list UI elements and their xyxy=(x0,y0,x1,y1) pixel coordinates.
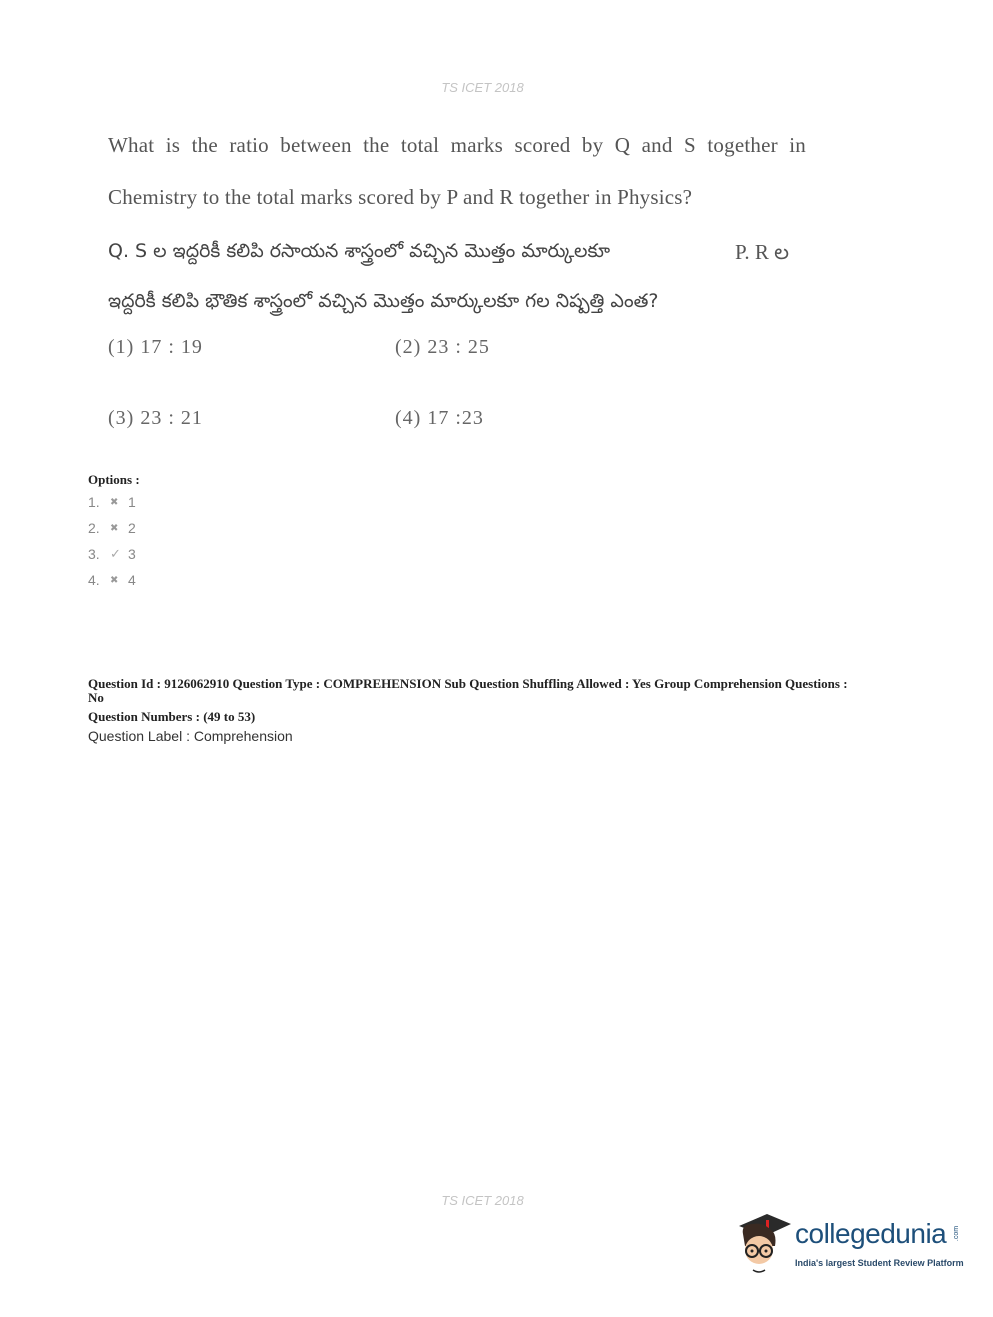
option-number: 1. xyxy=(88,494,100,510)
question-label: Question Label : Comprehension xyxy=(88,728,293,744)
logo-wordmark: collegedunia xyxy=(795,1218,947,1249)
option-number: 2. xyxy=(88,520,100,536)
wrong-mark-icon: ✖ xyxy=(110,522,119,534)
question-telugu-line-1-tail: P. R ల xyxy=(735,240,789,264)
options-title: Options : xyxy=(88,472,140,487)
logo-tagline: India's largest Student Review Platform xyxy=(795,1258,964,1268)
option-row xyxy=(88,572,136,588)
option-row xyxy=(88,494,136,510)
option-number: 4. xyxy=(88,572,100,588)
option-number: 3. xyxy=(88,546,100,562)
option-row xyxy=(88,520,136,536)
header-watermark: TS ICET 2018 xyxy=(441,80,524,95)
footer-watermark: TS ICET 2018 xyxy=(441,1193,524,1208)
choice-3: (3) 23 : 21 xyxy=(108,407,203,429)
collegedunia-logo xyxy=(733,1210,963,1280)
question-english-line-1: What is the ratio between the total marks scored by Q and S together in xyxy=(108,133,806,157)
logo-suffix: .com xyxy=(953,1225,961,1242)
option-value: 4 xyxy=(128,572,136,588)
question-numbers: Question Numbers : (49 to 53) xyxy=(88,709,256,724)
option-value: 3 xyxy=(128,546,136,562)
choice-4: (4) 17 :23 xyxy=(395,407,484,429)
check-mark-icon: ✓ xyxy=(110,546,121,561)
wrong-mark-icon: ✖ xyxy=(110,496,119,508)
question-meta: Question Id : 9126062910 Question Type : COMPREHENSION Sub Question Shuffling Allowed : Yes Group Comprehension Questions : No xyxy=(88,676,848,705)
question-telugu-line-1: Q. S ల ఇద్దరికీ కలిపి రసాయన శాస్త్రంలో వచ్చిన మొత్తం మార్కులకూ xyxy=(108,240,611,262)
question-telugu-line-2: ఇద్దరికీ కలిపి భౌతిక శాస్త్రంలో వచ్చిన మొత్తం మార్కులకూ గల నిష్పత్తి ఎంత? xyxy=(108,290,659,312)
mascot-icon xyxy=(733,1210,795,1280)
choice-1: (1) 17 : 19 xyxy=(108,336,203,358)
wrong-mark-icon: ✖ xyxy=(110,574,119,586)
option-value: 1 xyxy=(128,494,136,510)
question-english-line-2: Chemistry to the total marks scored by P and R together in Physics? xyxy=(108,185,693,209)
option-row xyxy=(88,546,136,562)
choice-2: (2) 23 : 25 xyxy=(395,336,490,358)
option-value: 2 xyxy=(128,520,136,536)
